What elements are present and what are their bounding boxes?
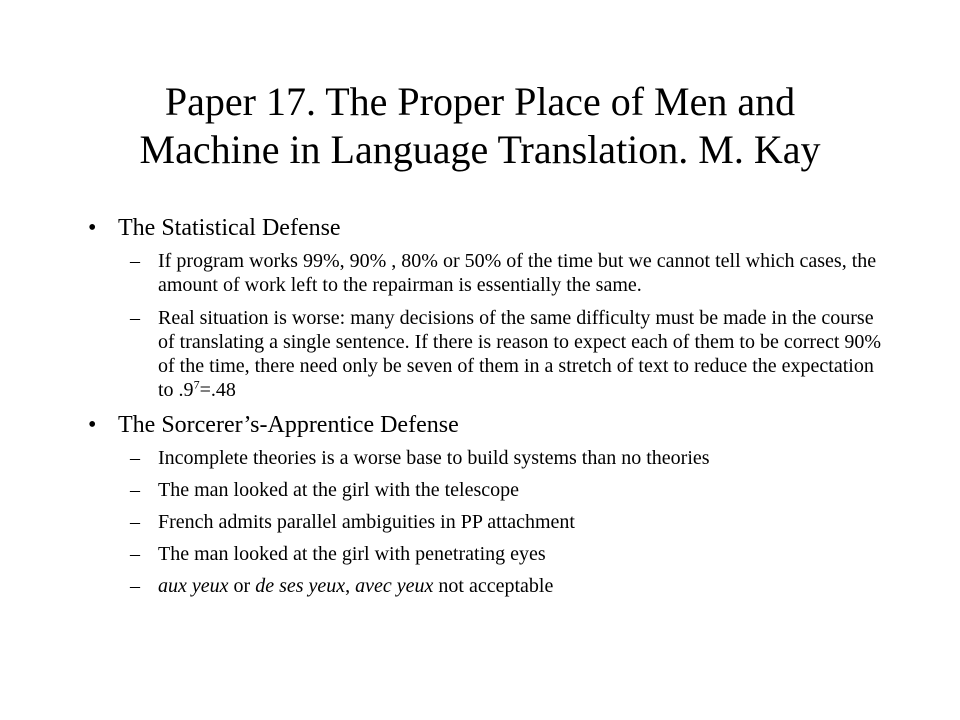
dash-marker: – (130, 307, 140, 329)
bullet-text: The Sorcerer’s-Apprentice Defense (118, 412, 459, 438)
bullet-sorcerers-apprentice-defense (88, 411, 888, 439)
superscript: 7 (193, 377, 200, 392)
bullet-statistical-defense (88, 214, 888, 242)
bullet-text: The Statistical Defense (118, 215, 341, 241)
slide-content (88, 214, 888, 606)
sub-item (130, 306, 888, 402)
bullet-marker: • (88, 215, 97, 241)
title-line-2: Machine in Language Translation. M. Kay (139, 127, 821, 172)
dash-marker: – (130, 575, 140, 597)
sub-item-text-after: =.48 (199, 379, 236, 401)
sub-item-text: The man looked at the girl with penetrating eyes (158, 543, 546, 565)
sub-item (130, 478, 888, 502)
plain-text: , (345, 575, 356, 597)
sub-item (130, 249, 888, 297)
sub-item (130, 542, 888, 566)
dash-marker: – (130, 543, 140, 565)
sub-item (130, 446, 888, 470)
sub-list-sorcerer (130, 446, 888, 598)
plain-text: not acceptable (433, 575, 554, 597)
slide-title (0, 78, 960, 174)
sub-list-statistical (130, 249, 888, 402)
plain-text: or (228, 575, 256, 597)
sub-item-text: French admits parallel ambiguities in PP attachment (158, 511, 575, 533)
italic-phrase-de-ses-yeux: de ses yeux (255, 575, 346, 597)
sub-item (130, 510, 888, 534)
sub-item (130, 574, 888, 598)
dash-marker: – (130, 479, 140, 501)
sub-item-text: Real situation is worse: many decisions of the same difficulty must be made in the course of translating a single sentence. If there is reason to expect each of them to be correct 90% of the time, there need only be seven of them in a stretch of text to reduce the expectation to .9 (158, 307, 882, 401)
dash-marker: – (130, 511, 140, 533)
sub-item-text: If program works 99%, 90% , 80% or 50% of the time but we cannot tell which cases, the amount of work left to the repairman is essentially the same. (158, 250, 877, 296)
sub-item-text: Incomplete theories is a worse base to build systems than no theories (158, 447, 710, 469)
italic-phrase-avec-yeux: avec yeux (355, 575, 434, 597)
sub-item-text: The man looked at the girl with the telescope (158, 479, 519, 501)
bullet-marker: • (88, 412, 97, 438)
italic-phrase-aux-yeux: aux yeux (158, 575, 229, 597)
dash-marker: – (130, 447, 140, 469)
dash-marker: – (130, 250, 140, 272)
title-line-1: Paper 17. The Proper Place of Men and (164, 79, 796, 124)
